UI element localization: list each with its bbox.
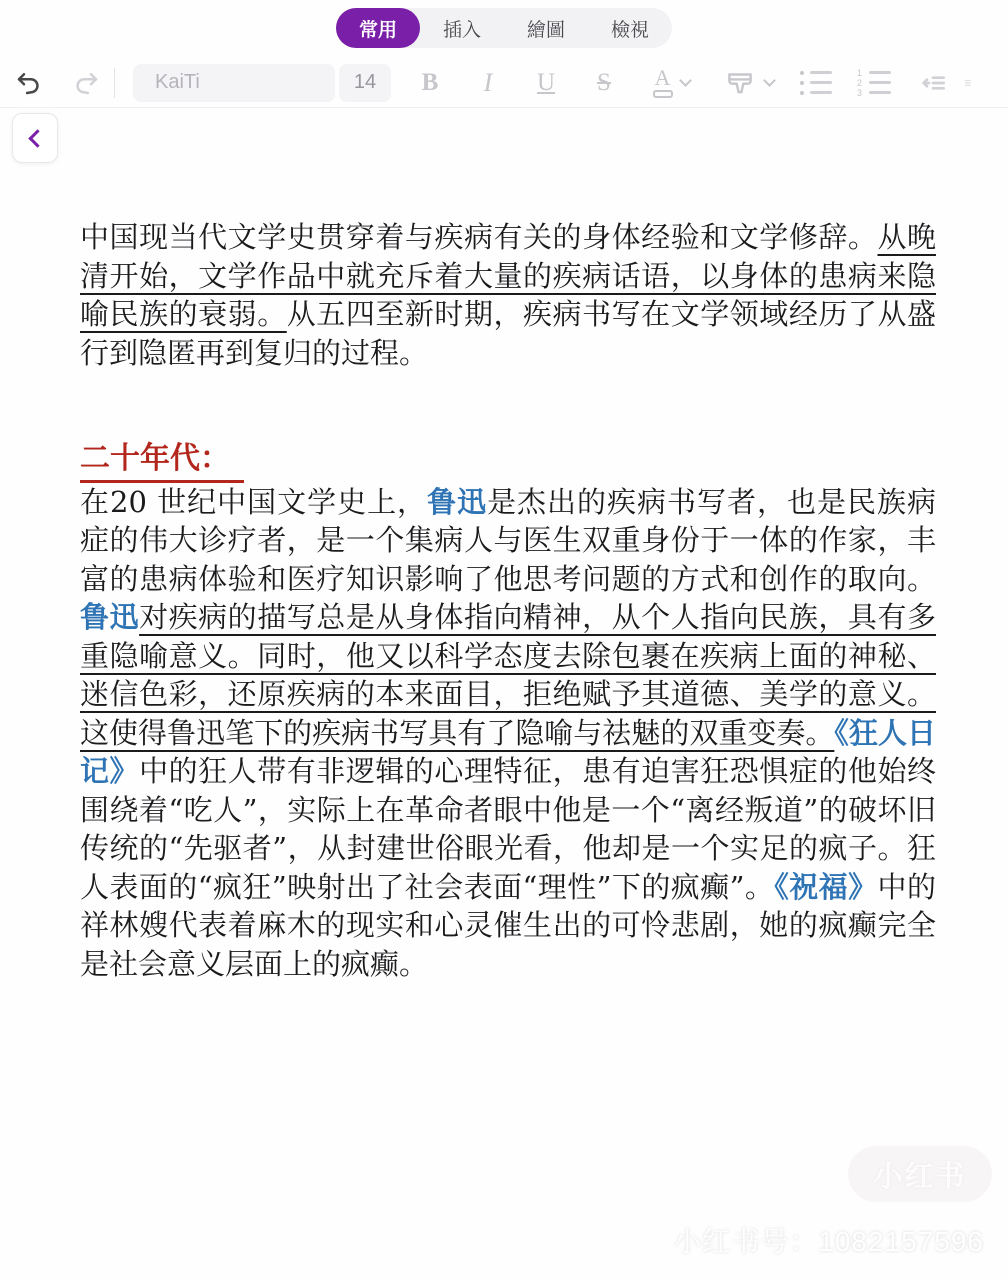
text-segment: 是杰出的疾病书写者，也是民族病症的伟大诊疗者，是一个集病人与医生双重身份于一体的作家，丰富的患病体验和医疗知识影响了他思考问题的方式和创作的取向。 <box>80 484 936 596</box>
back-button[interactable] <box>12 113 58 163</box>
strikethrough-icon: S <box>597 68 611 96</box>
font-color-button[interactable] <box>633 61 709 105</box>
bold-icon: B <box>421 68 439 96</box>
font-size-value: 14 <box>353 71 377 93</box>
tab-view[interactable]: 檢視 <box>610 19 649 41</box>
italic-button[interactable] <box>459 61 517 105</box>
paragraph-intro <box>80 218 936 372</box>
font-color-icon: A <box>653 68 673 98</box>
font-name-value: KaiTi <box>155 71 200 93</box>
numbered-list-button[interactable] <box>845 61 903 105</box>
text-segment: 中的祥林嫂代表着麻木的现实和心灵催生出的可怜悲剧，她的疯癫完全是社会意义层面上的疯癫。 <box>80 869 936 981</box>
text-segment: 中的狂人带有非逻辑的心理特征，患有迫害狂恐惧症的他始终围绕着“吃人”，实际上在革命者眼中他是一个“离经叛道”的破坏旧传统的“先驱者”，从封建世俗眼光看，他却是一个实足的疯子。狂人表面的“疯狂”映射出了社会表面“理性”下的疯癫”。 <box>80 754 936 904</box>
chevron-down-icon <box>763 74 776 87</box>
text-segment: 《祝福》 <box>774 869 878 904</box>
tab-insert[interactable]: 插入 <box>442 19 481 41</box>
bullet-list-icon <box>800 71 832 95</box>
underline-button[interactable] <box>517 61 575 105</box>
highlight-button[interactable] <box>709 61 787 105</box>
text-segment: 从晚清开始，文学作品中就充斥着大量的疾病话语，以身体的患病来隐喻民族的衰弱。 <box>80 220 936 331</box>
chevron-left-icon <box>28 129 46 147</box>
text-segment: 鲁迅 <box>80 600 140 634</box>
numbered-list-icon: 1 2 3 <box>857 71 891 95</box>
text-segment: 对疾病的描写总是从身体指向精神，从个人指向民族，具有多重隐喻意义。同时，他又以科学态度去除包裹在疾病上面的神秘、迷信色彩，还原疾病的本来面目，拒绝赋予其道德、美学的意义。这使得鲁迅笔下的疾病书写具有了隐喻与祛魅的双重变奏。 <box>80 600 936 750</box>
ribbon-tab-bar <box>336 8 672 48</box>
bullet-list-button[interactable] <box>787 61 845 105</box>
tab-home[interactable]: 常用 <box>336 8 420 48</box>
outdent-button[interactable] <box>903 61 963 105</box>
xiaohongshu-logo-text: 小红书 <box>873 1160 967 1193</box>
section-heading-1920s <box>80 440 936 483</box>
highlighter-icon <box>723 66 757 100</box>
undo-icon[interactable] <box>0 61 58 105</box>
text-segment: 鲁迅 <box>427 484 488 519</box>
outdent-icon <box>917 67 949 99</box>
redo-icon[interactable] <box>58 61 114 105</box>
formatting-toolbar <box>0 58 1008 108</box>
font-name-field[interactable] <box>133 64 335 102</box>
text-segment: 中国现当代文学史贯穿着与疾病有关的身体经验和文学修辞。 <box>80 220 878 254</box>
underline-icon: U <box>536 68 556 96</box>
text-segment: 在20 世纪中国文学史上， <box>80 484 428 519</box>
xiaohongshu-account-watermark: 小红书号：1082157596 <box>673 1226 984 1257</box>
italic-icon: I <box>483 67 493 97</box>
document-canvas[interactable] <box>80 218 936 983</box>
toolbar-divider <box>114 68 115 98</box>
bold-button[interactable] <box>401 61 459 105</box>
paragraph-luxun <box>80 483 936 984</box>
heading-text: 二十年代： <box>80 440 244 483</box>
text-segment: 《狂人日记》 <box>80 715 936 788</box>
text-segment: 从五四至新时期，疾病书写在文学领域经历了从盛行到隐匿再到复归的过程。 <box>80 297 936 370</box>
tab-draw[interactable]: 繪圖 <box>526 19 565 41</box>
strikethrough-button[interactable] <box>575 61 633 105</box>
font-size-field[interactable] <box>339 64 391 102</box>
chevron-down-icon <box>679 74 692 87</box>
xiaohongshu-logo <box>848 1146 992 1202</box>
indent-icon[interactable] <box>963 61 977 105</box>
